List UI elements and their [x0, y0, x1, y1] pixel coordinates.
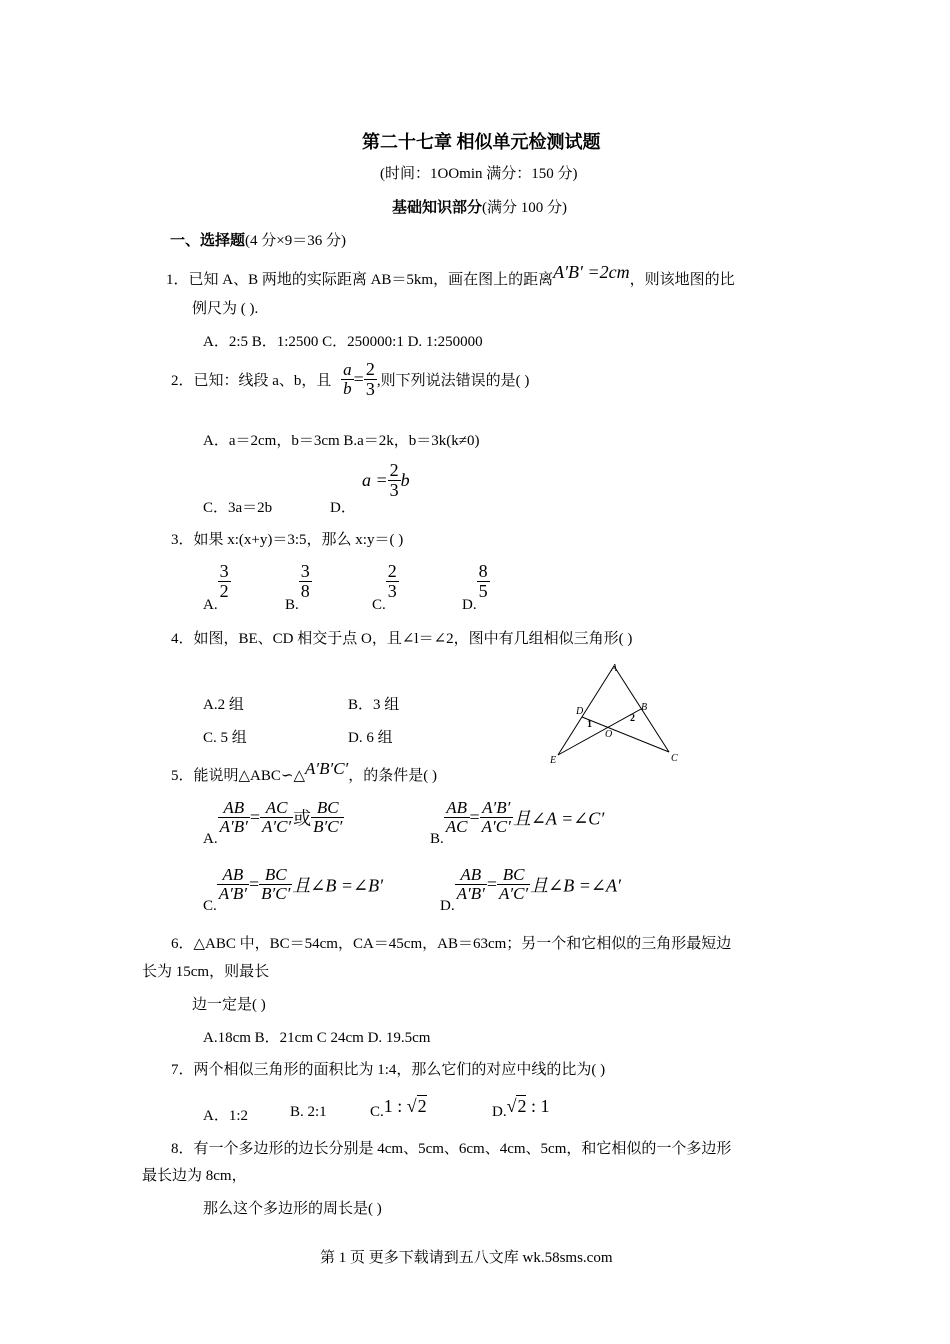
q7-d-label: D.: [492, 1104, 507, 1120]
q7-option-b: B. 2:1: [290, 1104, 327, 1120]
q5-b-f1-num: AB: [444, 799, 470, 818]
q2-text-tail: ,则下列说法错误的是( ): [376, 372, 530, 389]
q5-b-frac1: [444, 799, 470, 836]
q1-formula: A′B′ =2cm: [553, 262, 630, 282]
q3-b-fraction: [299, 562, 312, 601]
q5-c-label: C.: [203, 897, 217, 914]
q5-b-f2-den: A′C′: [481, 816, 511, 836]
q5-d-f2-num: BC: [497, 866, 530, 885]
q3-option-b: [285, 562, 312, 614]
q5-a-f2-den: A′C′: [261, 816, 292, 836]
q3-option-a: [203, 562, 231, 614]
q2-options-ab: A．a＝2cm，b＝3cm B.a＝2k，b＝3k(k≠0): [203, 433, 480, 449]
q2-text: 2．已知：线段 a、b，且: [171, 372, 332, 389]
q3-a-label: A.: [203, 596, 218, 613]
part-heading-bold: 基础知识部分: [392, 200, 483, 216]
q6-line2: 长为 15cm，则最长: [142, 964, 270, 980]
q3-d-fraction: [477, 562, 490, 601]
q5-c-f1-num: AB: [217, 866, 249, 885]
q7-c-label: C.: [370, 1104, 384, 1120]
q6-options: A.18cm B．21cm C 24cm D. 19.5cm: [203, 1030, 431, 1046]
q7-option-a: A．1:2: [203, 1108, 249, 1124]
q3-a-fraction: [218, 562, 231, 601]
q2-d-rhs: b: [400, 469, 410, 490]
q6-line3: 边一定是( ): [192, 997, 266, 1013]
q5-d-f1-den: A′B′: [456, 883, 485, 903]
q2-d-num: 2: [389, 460, 399, 480]
q5-a-f1-den: A′B′: [219, 816, 248, 836]
q2-option-d-label: D．: [330, 500, 356, 516]
fig-label-B: B: [641, 702, 648, 713]
q2-frac2-num: 2: [365, 359, 375, 379]
q5-d-f2-den: A′C′: [498, 883, 529, 903]
exam-time-info: (时间：1OOmin 满分：150 分): [380, 166, 578, 182]
q7-d-radicand: 2: [517, 1096, 527, 1116]
q5-c-eq: =: [248, 873, 260, 894]
q5-d-frac1: [455, 866, 487, 903]
q4-option-d: D. 6 组: [348, 730, 393, 746]
fig-label-E: E: [550, 755, 557, 766]
q5-d-frac2: [497, 866, 530, 903]
q5-a-f2-num: AC: [260, 799, 293, 818]
q2-fraction-23: [364, 360, 377, 399]
q7-d-post: : 1: [526, 1096, 550, 1116]
q2-equals: =: [353, 368, 364, 389]
fig-label-C: C: [671, 753, 678, 764]
q3-c-fraction: [386, 562, 399, 601]
fig-label-1: 1: [587, 719, 592, 730]
q5-a-frac3: [311, 799, 344, 836]
q5-d-eq: =: [486, 873, 497, 894]
q4-option-b: B．3 组: [348, 697, 400, 713]
q5-b-f2-num: A′B′: [480, 799, 513, 818]
q2-option-d-formula: [362, 461, 410, 500]
fig-label-A: A: [611, 663, 618, 674]
q8-line2: 最长边为 8cm，: [142, 1168, 247, 1184]
q5-d-label: D.: [440, 897, 455, 914]
q7-option-d: [492, 1096, 550, 1121]
q4-question: 4．如图，BE、CD 相交于点 O，且∠l＝∠2，图中有几组相似三角形( ): [171, 631, 633, 647]
q5-c-f1-den: A′B′: [218, 883, 247, 903]
q5-b-eq: =: [469, 806, 480, 827]
q8-line1: 8．有一个多边形的边长分别是 4cm、5cm、6cm、4cm、5cm，和它相似的一个多边形: [171, 1141, 732, 1157]
q7-question: 7．两个相似三角形的面积比为 1:4，那么它们的对应中线的比为( ): [171, 1062, 606, 1078]
q7-c-pre: 1 :: [383, 1096, 407, 1116]
part-heading-rest: (满分 100 分): [482, 200, 568, 216]
q3-c-den: 3: [387, 580, 397, 601]
q5-a-frac1: [218, 799, 250, 836]
q5-d-f1-num: AB: [455, 866, 487, 885]
fig-label-2: 2: [630, 713, 635, 724]
q4-option-c: C. 5 组: [203, 730, 247, 746]
q1-options: A．2:5 B．1:2500 C．250000:1 D. 1:250000: [203, 334, 483, 350]
q5-option-d: [440, 866, 621, 915]
q5-a-label: A.: [203, 830, 218, 847]
q5-text-a: 5．能说明△ABC∽△: [171, 768, 305, 784]
q2-d-den: 3: [389, 479, 399, 500]
q6-line1: 6．△ABC 中，BC＝54cm，CA＝45cm，AB＝63cm；另一个和它相似的三角形最短边: [171, 936, 732, 952]
q3-question: 3．如果 x:(x+y)＝3:5，那么 x:y＝( ): [171, 532, 404, 548]
q7-option-c: [370, 1096, 427, 1121]
q7-c-radical-sign: √: [406, 1096, 417, 1116]
q2-option-c: C．3a＝2b: [203, 500, 273, 516]
q5-c-frac2: [259, 866, 292, 903]
q3-option-d: [462, 562, 490, 614]
q5-b-f1-den: AC: [445, 816, 468, 836]
q1-line2: 例尺为 ( ).: [192, 301, 259, 317]
q7-c-radicand: 2: [417, 1096, 427, 1116]
q5-option-c: [203, 866, 383, 915]
q3-b-label: B.: [285, 596, 299, 613]
q3-option-c: [372, 562, 399, 614]
page-title: 第二十七章 相似单元检测试题: [362, 132, 601, 152]
q1-text-b: ，则该地图的比: [629, 272, 735, 288]
q7-d-radical-sign: √: [506, 1096, 517, 1116]
section-heading: [170, 229, 346, 250]
q5-option-b: [430, 799, 604, 848]
q2-frac-den: b: [343, 378, 352, 398]
q5-b-tail: 且∠A =∠C′: [512, 808, 605, 829]
q5-a-or: 或: [293, 808, 312, 829]
q5-question: [171, 759, 437, 785]
q3-b-num: 3: [300, 561, 310, 581]
q1-line1: [166, 262, 735, 289]
q5-c-tail: 且∠B =∠B′: [292, 875, 384, 896]
q3-c-num: 2: [387, 561, 397, 581]
page-footer: 第 1 页 更多下载请到五八文库 wk.58sms.com: [320, 1250, 613, 1266]
q5-text-b: ，的条件是( ): [348, 768, 437, 784]
q5-c-frac1: [217, 866, 249, 903]
q3-d-num: 8: [478, 561, 488, 581]
q5-c-f2-num: BC: [259, 866, 292, 885]
fig-label-O: O: [605, 729, 613, 740]
q3-d-label: D.: [462, 596, 477, 613]
q5-b-label: B.: [430, 830, 444, 847]
q3-c-label: C.: [372, 596, 386, 613]
q5-a-frac2: [260, 799, 293, 836]
q5-a-f3-num: BC: [311, 799, 344, 818]
q4-option-a: A.2 组: [203, 697, 244, 713]
q8-line3: 那么这个多边形的周长是( ): [203, 1201, 382, 1217]
fig-line-AE: [558, 666, 614, 755]
q5-c-f2-den: B′C′: [261, 883, 291, 903]
q5-option-a: [203, 799, 344, 848]
q3-a-den: 2: [219, 580, 229, 601]
q2-frac-num: a: [343, 360, 352, 380]
section-heading-bold: 一、选择题: [170, 233, 246, 249]
q2-frac2-den: 3: [365, 378, 375, 399]
section-heading-rest: (4 分×9＝36 分): [245, 233, 346, 249]
q5-a-eq: =: [249, 806, 260, 827]
q4-triangle-figure: [545, 660, 685, 770]
part-heading: [392, 196, 567, 217]
q5-b-frac2: [480, 799, 513, 836]
fig-line-EB: [558, 709, 641, 755]
q5-a-f3-den: B′C′: [313, 816, 343, 836]
q5-d-tail: 且∠B =∠A′: [530, 875, 621, 896]
q2-fraction-ab: [341, 361, 354, 398]
q2-line: [171, 360, 529, 399]
q1-text-a: 1．已知 A、B 两地的实际距离 AB＝5km，画在图上的距离: [166, 272, 554, 288]
q3-a-num: 3: [219, 561, 229, 581]
q2-d-lhs: a =: [362, 469, 388, 490]
q5-formula: A′B′C′: [304, 759, 349, 778]
q2-d-fraction: [388, 461, 401, 500]
q3-b-den: 8: [300, 580, 310, 601]
q5-a-f1-num: AB: [218, 799, 250, 818]
q3-d-den: 5: [478, 580, 488, 601]
fig-label-D: D: [576, 706, 584, 717]
